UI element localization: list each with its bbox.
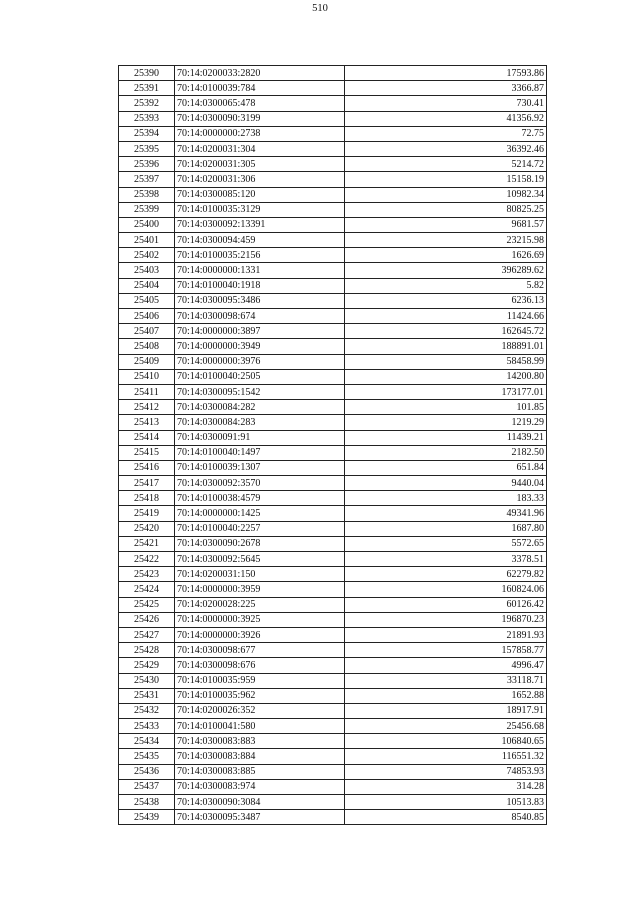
row-number-cell: 25402 (119, 248, 175, 263)
cadastral-number-cell: 70:14:0300090:3199 (175, 111, 345, 126)
value-cell: 1626.69 (345, 248, 547, 263)
row-number-cell: 25413 (119, 415, 175, 430)
cadastral-number-cell: 70:14:0100040:2257 (175, 521, 345, 536)
row-number-cell: 25391 (119, 81, 175, 96)
value-cell: 188891.01 (345, 339, 547, 354)
row-number-cell: 25418 (119, 491, 175, 506)
row-number-cell: 25409 (119, 354, 175, 369)
cadastral-number-cell: 70:14:0000000:3949 (175, 339, 345, 354)
value-cell: 33118.71 (345, 673, 547, 688)
row-number-cell: 25431 (119, 688, 175, 703)
value-cell: 23215.98 (345, 233, 547, 248)
row-number-cell: 25404 (119, 278, 175, 293)
table-row (119, 673, 547, 688)
cadastral-number-cell: 70:14:0000000:1425 (175, 506, 345, 521)
cadastral-number-cell: 70:14:0300095:3487 (175, 810, 345, 825)
cadastral-number-cell: 70:14:0000000:2738 (175, 126, 345, 141)
table-row (119, 354, 547, 369)
cadastral-number-cell: 70:14:0300085:120 (175, 187, 345, 202)
row-number-cell: 25392 (119, 96, 175, 111)
value-cell: 9440.04 (345, 476, 547, 491)
table-row (119, 582, 547, 597)
row-number-cell: 25393 (119, 111, 175, 126)
value-cell: 15158.19 (345, 172, 547, 187)
cadastral-number-cell: 70:14:0200028:225 (175, 597, 345, 612)
value-cell: 3366.87 (345, 81, 547, 96)
value-cell: 9681.57 (345, 217, 547, 232)
cadastral-number-cell: 70:14:0100040:2505 (175, 369, 345, 384)
table-row (119, 552, 547, 567)
table-row (119, 688, 547, 703)
row-number-cell: 25395 (119, 141, 175, 156)
cadastral-number-cell: 70:14:0300098:676 (175, 658, 345, 673)
value-cell: 106840.65 (345, 734, 547, 749)
value-cell: 6236.13 (345, 293, 547, 308)
table-row (119, 795, 547, 810)
row-number-cell: 25433 (119, 719, 175, 734)
value-cell: 1219.29 (345, 415, 547, 430)
row-number-cell: 25438 (119, 795, 175, 810)
cadastral-number-cell: 70:14:0300095:1542 (175, 384, 345, 399)
cadastral-number-cell: 70:14:0300090:3084 (175, 795, 345, 810)
row-number-cell: 25420 (119, 521, 175, 536)
cadastral-value-table (118, 65, 547, 825)
cadastral-number-cell: 70:14:0300098:674 (175, 309, 345, 324)
row-number-cell: 25430 (119, 673, 175, 688)
value-cell: 101.85 (345, 400, 547, 415)
table-row (119, 157, 547, 172)
table-row (119, 521, 547, 536)
table-row (119, 233, 547, 248)
table-body (119, 66, 547, 825)
cadastral-number-cell: 70:14:0300083:885 (175, 764, 345, 779)
cadastral-number-cell: 70:14:0000000:3959 (175, 582, 345, 597)
row-number-cell: 25401 (119, 233, 175, 248)
row-number-cell: 25399 (119, 202, 175, 217)
value-cell: 62279.82 (345, 567, 547, 582)
row-number-cell: 25421 (119, 536, 175, 551)
row-number-cell: 25424 (119, 582, 175, 597)
table-row (119, 506, 547, 521)
row-number-cell: 25432 (119, 703, 175, 718)
value-cell: 21891.93 (345, 627, 547, 642)
table-row (119, 658, 547, 673)
cadastral-number-cell: 70:14:0200026:352 (175, 703, 345, 718)
cadastral-number-cell: 70:14:0100035:2156 (175, 248, 345, 263)
table-row (119, 81, 547, 96)
table-row (119, 202, 547, 217)
value-cell: 10982.34 (345, 187, 547, 202)
cadastral-number-cell: 70:14:0100040:1497 (175, 445, 345, 460)
table-row (119, 415, 547, 430)
value-cell: 25456.68 (345, 719, 547, 734)
value-cell: 5.82 (345, 278, 547, 293)
cadastral-number-cell: 70:14:0100035:3129 (175, 202, 345, 217)
cadastral-number-cell: 70:14:0000000:3976 (175, 354, 345, 369)
row-number-cell: 25403 (119, 263, 175, 278)
value-cell: 5572.65 (345, 536, 547, 551)
value-cell: 730.41 (345, 96, 547, 111)
table-row (119, 430, 547, 445)
row-number-cell: 25415 (119, 445, 175, 460)
cadastral-number-cell: 70:14:0100035:962 (175, 688, 345, 703)
table-row (119, 476, 547, 491)
cadastral-number-cell: 70:14:0100039:784 (175, 81, 345, 96)
value-cell: 2182.50 (345, 445, 547, 460)
cadastral-number-cell: 70:14:0300095:3486 (175, 293, 345, 308)
table-row (119, 779, 547, 794)
value-cell: 116551.32 (345, 749, 547, 764)
value-cell: 157858.77 (345, 643, 547, 658)
row-number-cell: 25411 (119, 384, 175, 399)
row-number-cell: 25398 (119, 187, 175, 202)
cadastral-number-cell: 70:14:0100040:1918 (175, 278, 345, 293)
cadastral-number-cell: 70:14:0200031:304 (175, 141, 345, 156)
row-number-cell: 25435 (119, 749, 175, 764)
row-number-cell: 25397 (119, 172, 175, 187)
table-row (119, 567, 547, 582)
cadastral-number-cell: 70:14:0300083:974 (175, 779, 345, 794)
row-number-cell: 25426 (119, 612, 175, 627)
row-number-cell: 25394 (119, 126, 175, 141)
cadastral-number-cell: 70:14:0300083:884 (175, 749, 345, 764)
row-number-cell: 25428 (119, 643, 175, 658)
value-cell: 5214.72 (345, 157, 547, 172)
cadastral-number-cell: 70:14:0200031:150 (175, 567, 345, 582)
table-row (119, 400, 547, 415)
cadastral-number-cell: 70:14:0300090:2678 (175, 536, 345, 551)
cadastral-number-cell: 70:14:0300092:5645 (175, 552, 345, 567)
table-row (119, 764, 547, 779)
table-row (119, 324, 547, 339)
table-row (119, 491, 547, 506)
value-cell: 651.84 (345, 460, 547, 475)
table-row (119, 719, 547, 734)
table-row (119, 369, 547, 384)
row-number-cell: 25436 (119, 764, 175, 779)
table-row (119, 263, 547, 278)
table-row (119, 384, 547, 399)
row-number-cell: 25437 (119, 779, 175, 794)
value-cell: 14200.80 (345, 369, 547, 384)
value-cell: 160824.06 (345, 582, 547, 597)
table-row (119, 627, 547, 642)
row-number-cell: 25416 (119, 460, 175, 475)
cadastral-number-cell: 70:14:0300084:283 (175, 415, 345, 430)
table-row (119, 96, 547, 111)
value-cell: 36392.46 (345, 141, 547, 156)
table-row (119, 172, 547, 187)
table-row (119, 749, 547, 764)
value-cell: 11424.66 (345, 309, 547, 324)
table-row (119, 445, 547, 460)
cadastral-number-cell: 70:14:0000000:3926 (175, 627, 345, 642)
cadastral-number-cell: 70:14:0000000:1331 (175, 263, 345, 278)
value-cell: 314.28 (345, 779, 547, 794)
table-row (119, 187, 547, 202)
row-number-cell: 25406 (119, 309, 175, 324)
cadastral-number-cell: 70:14:0300094:459 (175, 233, 345, 248)
value-cell: 8540.85 (345, 810, 547, 825)
value-cell: 17593.86 (345, 66, 547, 81)
row-number-cell: 25396 (119, 157, 175, 172)
table-row (119, 111, 547, 126)
cadastral-number-cell: 70:14:0300092:13391 (175, 217, 345, 232)
table-row (119, 217, 547, 232)
value-cell: 1687.80 (345, 521, 547, 536)
row-number-cell: 25419 (119, 506, 175, 521)
cadastral-number-cell: 70:14:0200031:305 (175, 157, 345, 172)
row-number-cell: 25425 (119, 597, 175, 612)
table-row (119, 278, 547, 293)
table-row (119, 248, 547, 263)
cadastral-number-cell: 70:14:0100041:580 (175, 719, 345, 734)
table-row (119, 66, 547, 81)
row-number-cell: 25407 (119, 324, 175, 339)
table-row (119, 643, 547, 658)
value-cell: 49341.96 (345, 506, 547, 521)
table-row (119, 141, 547, 156)
cadastral-number-cell: 70:14:0200033:2820 (175, 66, 345, 81)
cadastral-number-cell: 70:14:0000000:3925 (175, 612, 345, 627)
row-number-cell: 25429 (119, 658, 175, 673)
value-cell: 3378.51 (345, 552, 547, 567)
value-cell: 396289.62 (345, 263, 547, 278)
page-number: 510 (312, 3, 328, 14)
cadastral-number-cell: 70:14:0300065:478 (175, 96, 345, 111)
table-row (119, 703, 547, 718)
row-number-cell: 25414 (119, 430, 175, 445)
cadastral-number-cell: 70:14:0300092:3570 (175, 476, 345, 491)
cadastral-number-cell: 70:14:0300083:883 (175, 734, 345, 749)
table-row (119, 309, 547, 324)
value-cell: 74853.93 (345, 764, 547, 779)
row-number-cell: 25408 (119, 339, 175, 354)
table-row (119, 293, 547, 308)
value-cell: 72.75 (345, 126, 547, 141)
value-cell: 1652.88 (345, 688, 547, 703)
cadastral-number-cell: 70:14:0100035:959 (175, 673, 345, 688)
value-cell: 196870.23 (345, 612, 547, 627)
table-row (119, 612, 547, 627)
cadastral-number-cell: 70:14:0000000:3897 (175, 324, 345, 339)
table-row (119, 597, 547, 612)
value-cell: 10513.83 (345, 795, 547, 810)
value-cell: 11439.21 (345, 430, 547, 445)
value-cell: 60126.42 (345, 597, 547, 612)
row-number-cell: 25439 (119, 810, 175, 825)
value-cell: 162645.72 (345, 324, 547, 339)
cadastral-number-cell: 70:14:0300091:91 (175, 430, 345, 445)
value-cell: 183.33 (345, 491, 547, 506)
value-cell: 58458.99 (345, 354, 547, 369)
value-cell: 41356.92 (345, 111, 547, 126)
row-number-cell: 25423 (119, 567, 175, 582)
row-number-cell: 25400 (119, 217, 175, 232)
cadastral-number-cell: 70:14:0100039:1307 (175, 460, 345, 475)
table-row (119, 126, 547, 141)
table-row (119, 734, 547, 749)
row-number-cell: 25422 (119, 552, 175, 567)
row-number-cell: 25390 (119, 66, 175, 81)
row-number-cell: 25412 (119, 400, 175, 415)
value-cell: 4996.47 (345, 658, 547, 673)
row-number-cell: 25417 (119, 476, 175, 491)
cadastral-number-cell: 70:14:0300098:677 (175, 643, 345, 658)
table-row (119, 536, 547, 551)
cadastral-number-cell: 70:14:0300084:282 (175, 400, 345, 415)
row-number-cell: 25427 (119, 627, 175, 642)
value-cell: 18917.91 (345, 703, 547, 718)
cadastral-number-cell: 70:14:0200031:306 (175, 172, 345, 187)
table-row (119, 460, 547, 475)
table-row (119, 339, 547, 354)
value-cell: 173177.01 (345, 384, 547, 399)
row-number-cell: 25405 (119, 293, 175, 308)
cadastral-number-cell: 70:14:0100038:4579 (175, 491, 345, 506)
table-row (119, 810, 547, 825)
row-number-cell: 25434 (119, 734, 175, 749)
row-number-cell: 25410 (119, 369, 175, 384)
value-cell: 80825.25 (345, 202, 547, 217)
